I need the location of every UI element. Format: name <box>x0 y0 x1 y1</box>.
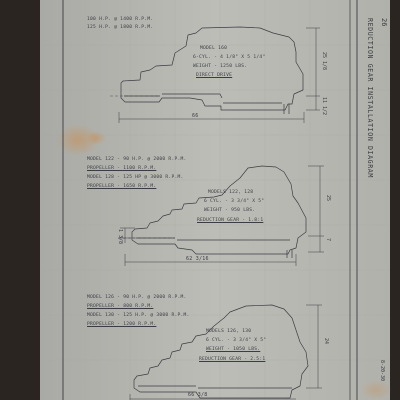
engine-126-length-dim: 66 3/8 <box>188 392 208 398</box>
engine-122-spec-3: WEIGHT - 950 LBS. <box>204 208 256 213</box>
engine-126-height-dim: 24 <box>323 338 329 345</box>
engine-122-height-dim: 25 <box>325 195 331 202</box>
engine-160-spec-2: 6-CYL. - 4 1/8" X 5 1/4" <box>193 55 266 60</box>
paper-stain <box>86 131 106 145</box>
paper-stain <box>360 380 392 400</box>
engine-126-header-3: MODEL 130 - 125 H.P. @ 3000 R.P.M. <box>87 313 190 318</box>
engine-122-header-2: PROPELLER - 1100 R.P.M. <box>87 166 157 171</box>
sheet-date: 8-20-30 <box>379 360 385 382</box>
engine-160-low-dim: 11 1/2 <box>321 97 327 116</box>
engine-122-header-3: MODEL 128 - 125 HP @ 3000 R.P.M. <box>87 175 184 180</box>
engine-126-header-4: PROPELLER - 1200 R.P.M. <box>87 322 157 327</box>
engine-160-header-2: 125 H.P. @ 1800 R.P.M. <box>87 25 154 30</box>
engine-126-spec-3: WEIGHT - 1050 LBS. <box>206 347 261 352</box>
engine-126-spec-2: 6 CYL. - 3 3/4" X 5" <box>206 338 267 343</box>
engine-122-spec-1: MODELS 122, 128 <box>208 190 254 195</box>
engine-160-height-dim: 25 1/8 <box>321 52 327 71</box>
engine-122-spec-4: REDUCTION GEAR - 1.8:1 <box>197 218 264 223</box>
engine-122-offset-dim: 1 3/8 <box>117 229 123 245</box>
engine-126-header-2: PROPELLER - 800 R.P.M. <box>87 304 154 309</box>
engine-122-header-1: MODEL 122 - 90 H.P. @ 2000 R.P.M. <box>87 157 187 162</box>
engine-122-low-dim: 7 <box>325 238 331 242</box>
engine-160-spec-1: MODEL 160 <box>200 46 228 51</box>
sheet-title: REDUCTION GEAR INSTALLATION DIAGRAM <box>366 18 374 178</box>
sheet-number: 26 <box>380 18 388 27</box>
engine-126-spec-4: REDUCTION GEAR - 2.5:1 <box>199 357 266 362</box>
engine-160-spec-4: DIRECT DRIVE <box>196 73 233 78</box>
engine-160-spec-3: WEIGHT - 1250 LBS. <box>193 64 248 69</box>
engine-122-length-dim: 62 3/16 <box>186 256 209 262</box>
engine-122-header-4: PROPELLER - 1650 R.P.M. <box>87 184 157 189</box>
engine-160-length-dim: 66 <box>192 113 199 119</box>
engine-160-header-1: 100 H.P. @ 1400 R.P.M. <box>87 17 154 22</box>
engine-122-spec-2: 6 CYL. - 3 3/4" X 5" <box>204 199 265 204</box>
engine-126-spec-1: MODELS 126, 130 <box>206 329 252 334</box>
engine-126-header-1: MODEL 126 - 90 H.P. @ 2000 R.P.M. <box>87 295 187 300</box>
